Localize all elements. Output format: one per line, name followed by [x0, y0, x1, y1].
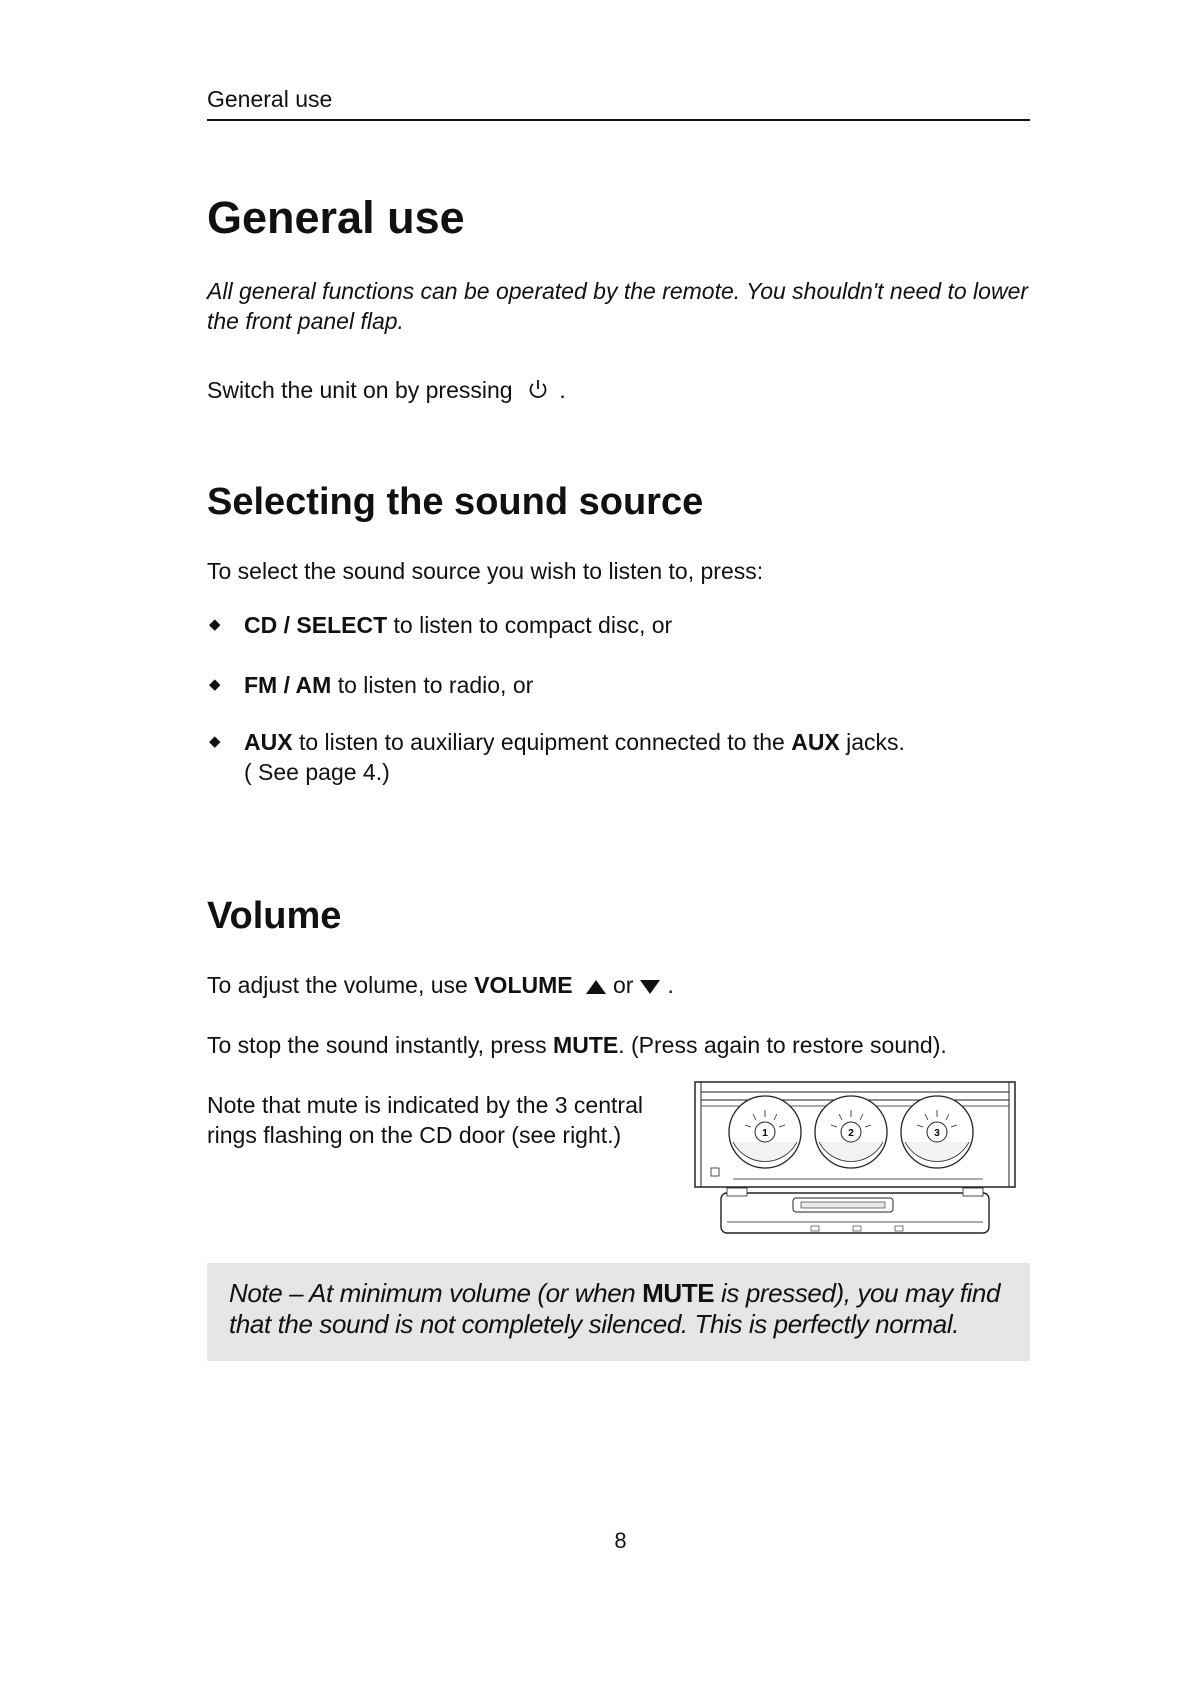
bullet-icon: ◆ — [209, 676, 221, 693]
cd-ring-3 — [901, 1096, 973, 1168]
volume-suffix: . — [667, 972, 674, 998]
cd-ring-label: 2 — [848, 1128, 854, 1139]
triangle-down-icon — [639, 979, 661, 995]
note-suffix: is pressed), you may find that the sound is not completely silenced. This is perfectly normal. — [229, 1278, 1001, 1339]
volume-key: VOLUME — [474, 972, 573, 998]
intro-paragraph: All general functions can be operated by the remote. You shouldn't need to lower the front panel flap. — [207, 278, 1029, 334]
switch-prefix: Switch the unit on by pressing — [207, 377, 513, 403]
cd-ring-2 — [815, 1096, 887, 1168]
bullet-icon: ◆ — [209, 616, 221, 633]
triangle-up-icon — [585, 979, 607, 995]
running-header: General use — [207, 86, 333, 112]
source-text: to listen to compact disc, or — [393, 612, 673, 638]
note-text — [229, 1278, 1019, 1340]
cd-ring-label: 3 — [934, 1128, 940, 1139]
mute-key: MUTE — [553, 1032, 619, 1058]
page-number: 8 — [614, 1528, 627, 1553]
source-key-2: AUX — [791, 729, 840, 755]
source-lead: To select the sound source you wish to listen to, press: — [207, 558, 764, 584]
volume-or: or — [613, 972, 634, 998]
volume-adjust-instruction — [207, 970, 674, 1000]
note-key: MUTE — [642, 1278, 715, 1308]
cd-ring-1 — [729, 1096, 801, 1168]
cd-ring-label: 1 — [762, 1128, 768, 1139]
source-key: AUX — [244, 729, 293, 755]
power-icon — [527, 378, 549, 400]
mute-instruction — [207, 1030, 947, 1060]
source-key: CD / SELECT — [244, 612, 388, 638]
heading-volume: Volume — [207, 895, 342, 937]
source-text: to listen to auxiliary equipment connected to the — [298, 729, 785, 755]
switch-on-instruction — [207, 375, 566, 405]
note-box — [207, 1263, 1030, 1361]
switch-suffix: . — [559, 377, 566, 403]
mute-indicator-note: Note that mute is indicated by the 3 central rings flashing on the CD door (see right.) — [207, 1092, 643, 1148]
cd-door-illustration — [693, 1080, 1018, 1240]
header-rule — [207, 119, 1030, 121]
source-text: to listen to radio, or — [337, 672, 534, 698]
volume-prefix: To adjust the volume, use — [207, 972, 468, 998]
note-prefix: Note – At minimum volume (or when — [229, 1278, 636, 1308]
mute-suffix: . (Press again to restore sound). — [618, 1032, 947, 1058]
source-see-page: ( See page 4.) — [244, 759, 390, 785]
heading-sound-source: Selecting the sound source — [207, 481, 704, 523]
page-title: General use — [207, 192, 465, 243]
source-key: FM / AM — [244, 672, 332, 698]
source-text-2: jacks. — [846, 729, 905, 755]
mute-prefix: To stop the sound instantly, press — [207, 1032, 547, 1058]
bullet-icon: ◆ — [209, 733, 221, 750]
